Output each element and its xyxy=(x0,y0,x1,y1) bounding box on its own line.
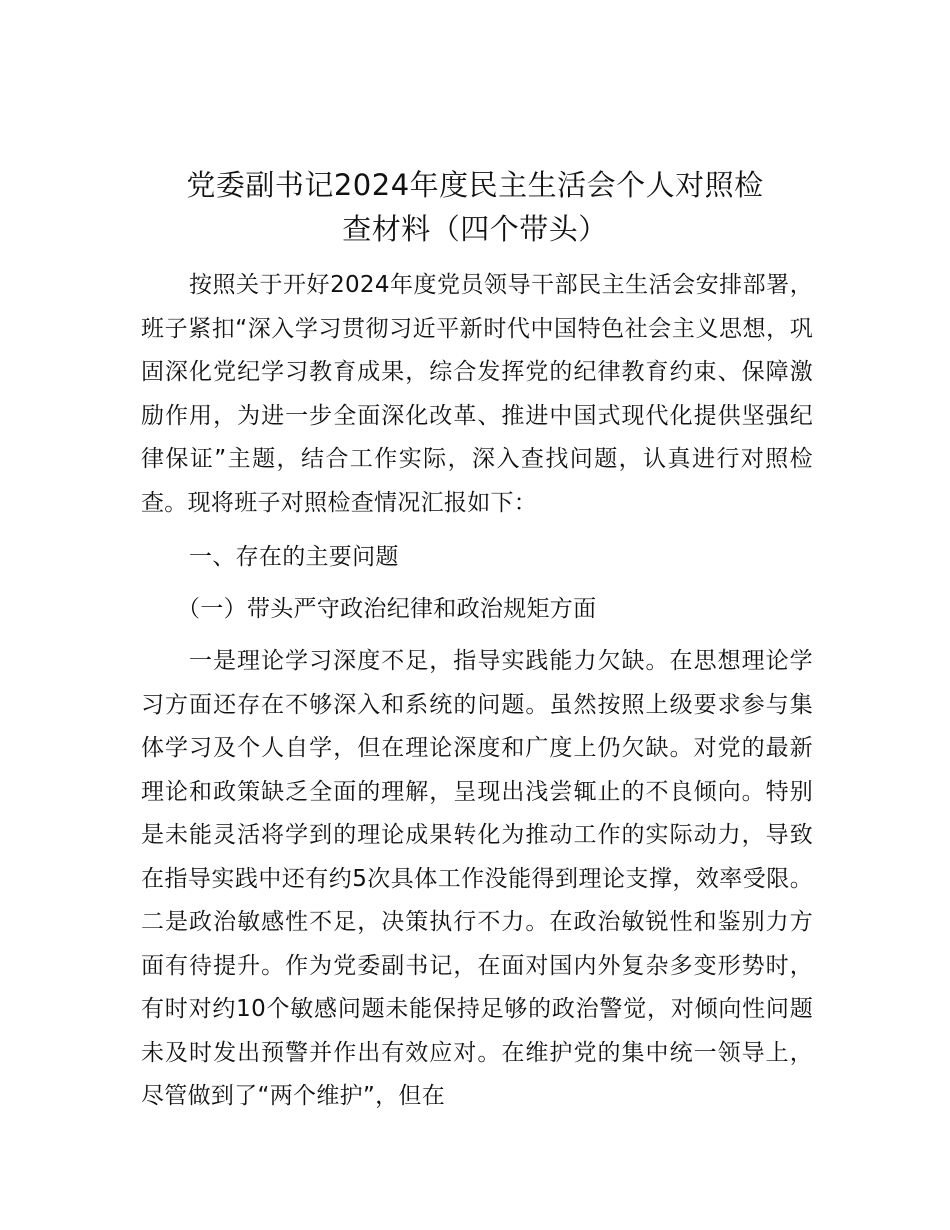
title-line-2: 查材料（四个带头） xyxy=(342,212,608,246)
body-paragraph: 一是理论学习深度不足，指导实践能力欠缺。在思想理论学习方面还存在不够深入和系统的问题。虽然按照上级要求参与集体学习及个人自学，但在理论深度和广度上仍欠缺。对党的最新理论和政策缺乏全面的理解，呈现出浅尝辄止的不良倾向。特别是未能灵活将学到的理论成果转化为推动工作的实际动力，导致在指导实践中还有约5次具体工作没能得到理论支撑，效率受限。二是政治敏感性不足，决策执行不力。在政治敏锐性和鉴别力方面有待提升。作为党委副书记，在面对国内外复杂多变形势时，有时对约10个敏感问题未能保持足够的政治警觉，对倾向性问题未及时发出预警并作出有效应对。在维护党的集中统一领导上，尽管做到了“两个维护”，但在 xyxy=(141,648,813,1109)
title-line-1: 党委副书记2024年度民主生活会个人对照检 xyxy=(186,168,764,202)
subsection-heading: （一）带头严守政治纪律和政治规矩方面 xyxy=(177,596,597,622)
section-heading: 一、存在的主要问题 xyxy=(189,544,399,570)
document-title xyxy=(120,163,830,251)
intro-paragraph: 按照关于开好2024年度党员领导干部民主生活会安排部署，班子紧扣“深入学习贯彻习近平新时代中国特色社会主义思想，巩固深化党纪学习教育成果，综合发挥党的纪律教育约束、保障激励作用，为进一步全面深化改革、推进中国式现代化提供坚强纪律保证”主题，结合工作实际，深入查找问题，认真进行对照检查。现将班子对照检查情况汇报如下： xyxy=(141,272,813,516)
